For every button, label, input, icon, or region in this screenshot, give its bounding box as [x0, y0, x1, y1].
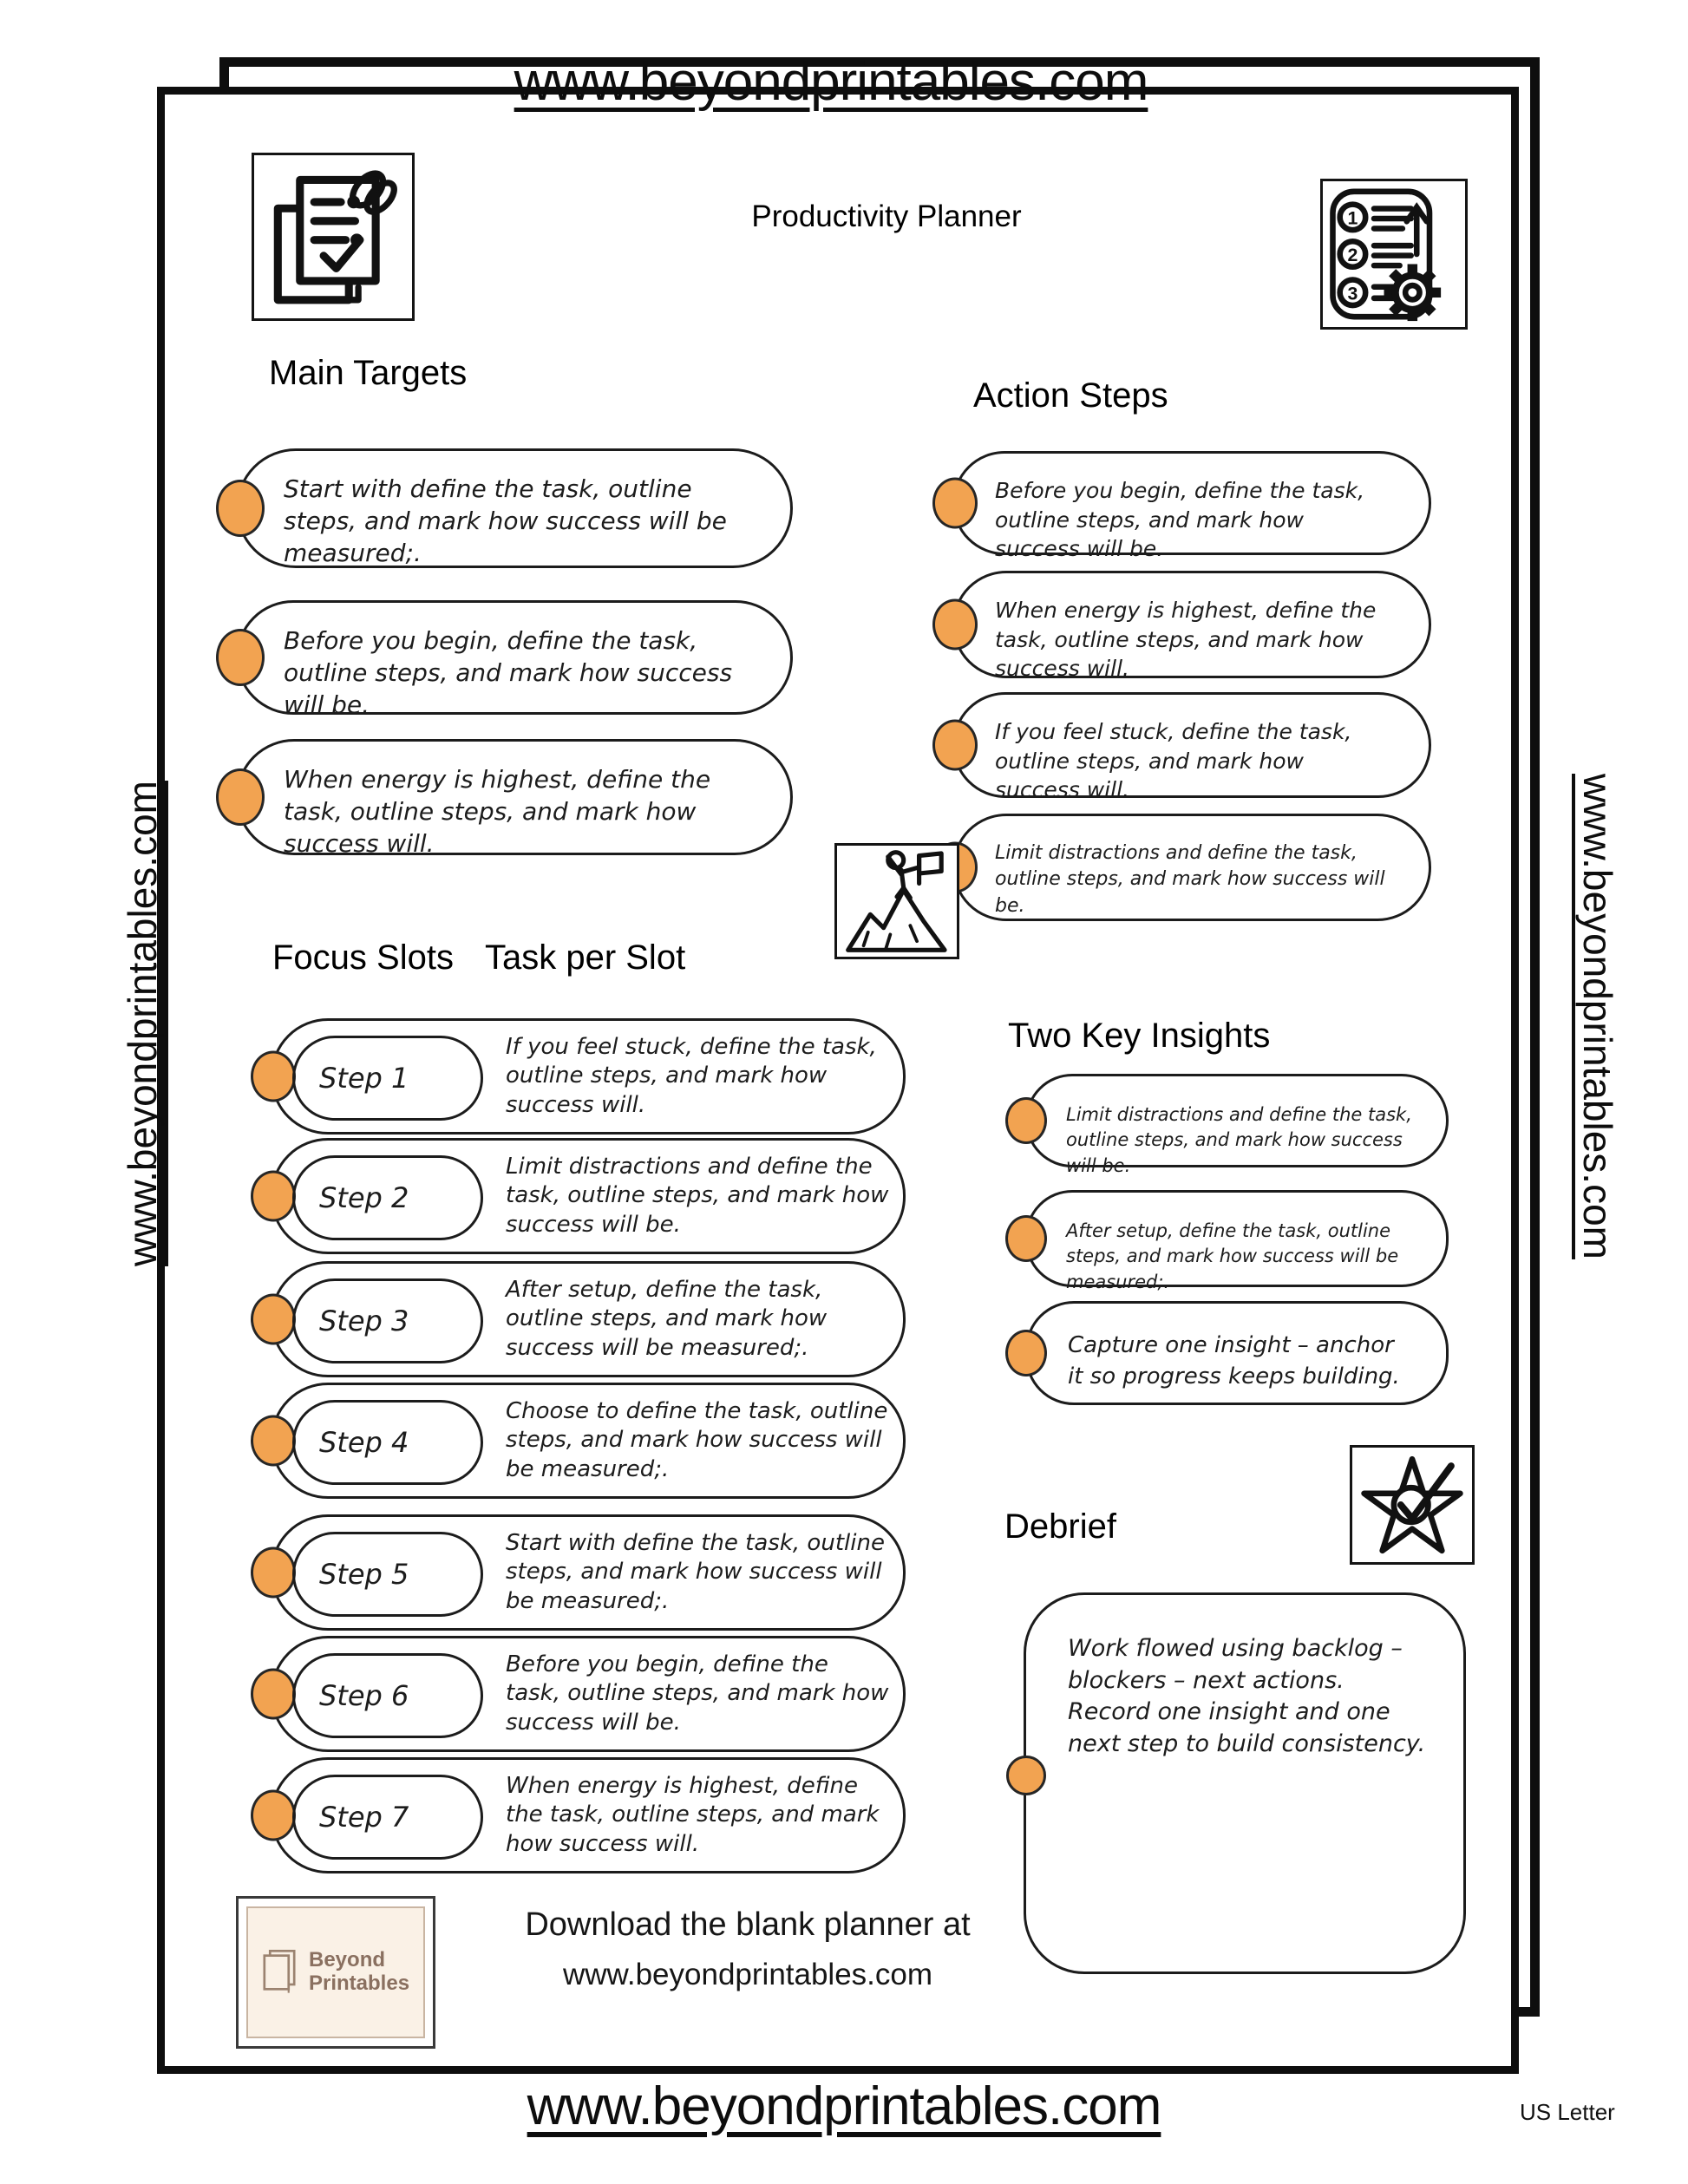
bullet-dot [251, 1171, 296, 1222]
debrief-text: Work flowed using backlog – blockers – next actions. Record one insight and one next step to build consistency. [1068, 1635, 1426, 1758]
action-step-text: If you feel stuck, define the task, outline steps, and mark how success will. [995, 719, 1352, 802]
footer-url: www.beyondprintables.com [527, 2076, 1161, 2136]
focus-slot-row [271, 1138, 906, 1254]
action-step-item [952, 692, 1431, 802]
bullet-dot [251, 1790, 296, 1841]
focus-slot-row [271, 1757, 906, 1873]
header-url: www.beyondprintables.com [514, 52, 1148, 112]
bullet-dot [1006, 1756, 1046, 1795]
bullet-dot [251, 1051, 296, 1102]
action-steps-heading: Action Steps [973, 376, 1168, 415]
task-per-slot-heading: Task per Slot [484, 938, 686, 977]
insight-text: Limit distractions and define the task, outline steps, and mark how success will be. [1066, 1104, 1412, 1176]
step-text: When energy is highest, define the task, outline steps, and mark how success will. [506, 1773, 880, 1857]
action-step-text: Before you begin, define the task, outline steps, and mark how success will be. [995, 478, 1365, 561]
download-note [434, 1906, 1062, 1992]
main-targets-heading: Main Targets [269, 354, 468, 392]
step-text: Start with define the task, outline steps, and mark how success will be measured;. [506, 1530, 885, 1614]
step-label: Step 4 [319, 1426, 409, 1459]
paper-size-label: US Letter [1520, 2099, 1615, 2125]
step-text: After setup, define the task, outline steps, and mark how success will be measured;. [506, 1277, 828, 1361]
step-text: Before you begin, define the task, outline steps, and mark how success will be. [506, 1651, 889, 1736]
mountain-climber-icon [834, 843, 959, 959]
main-target-text: When energy is highest, define the task, outline steps, and mark how success will. [284, 765, 711, 858]
step-text: Choose to define the task, outline steps, and mark how success will be measured;. [506, 1398, 888, 1482]
main-target-item [236, 448, 793, 568]
numbered-list-gear-icon [1320, 179, 1468, 330]
focus-slot-row [271, 1383, 906, 1499]
main-target-text: Before you begin, define the task, outline steps, and mark how success will be. [284, 626, 733, 719]
action-step-item [952, 451, 1431, 561]
step-label: Step 7 [319, 1801, 409, 1834]
logo-text-line2: Printables [309, 1971, 410, 1995]
step-label: Step 1 [319, 1062, 409, 1095]
action-step-text: When energy is highest, define the task, outline steps, and mark how success will. [995, 598, 1377, 681]
svg-text:3: 3 [1347, 283, 1358, 304]
insight-text: After setup, define the task, outline steps, and mark how success will be measured;. [1066, 1220, 1399, 1292]
action-step-item [952, 571, 1431, 681]
main-target-text: Start with define the task, outline steps, and mark how success will be measured;. [284, 474, 727, 567]
insight-item [1025, 1190, 1449, 1292]
bullet-dot [251, 1294, 296, 1345]
download-line2: www.beyondprintables.com [562, 1958, 933, 1991]
brand-logo [236, 1896, 435, 2049]
right-margin-url: www.beyondprintables.com [1575, 774, 1620, 1259]
focus-slot-row [271, 1636, 906, 1752]
insight-item [1025, 1301, 1449, 1405]
step-label-pill [292, 1278, 483, 1363]
star-check-icon [1350, 1445, 1475, 1565]
debrief-heading: Debrief [1004, 1507, 1116, 1546]
step-label: Step 6 [319, 1679, 409, 1712]
step-label: Step 2 [319, 1181, 409, 1214]
insight-item [1025, 1074, 1449, 1176]
main-target-item [236, 600, 793, 719]
step-text: Limit distractions and define the task, outline steps, and mark how success will be. [506, 1154, 889, 1238]
bullet-dot [251, 1669, 296, 1720]
clipboard-pin-icon [252, 153, 415, 321]
main-target-item [236, 739, 793, 858]
insights-heading: Two Key Insights [1008, 1017, 1271, 1055]
step-text: If you feel stuck, define the task, outline steps, and mark how success will. [506, 1034, 877, 1118]
step-label-pill [292, 1532, 483, 1617]
step-label: Step 5 [319, 1558, 409, 1591]
action-step-item [952, 814, 1431, 921]
svg-text:2: 2 [1347, 245, 1358, 266]
bullet-dot [251, 1547, 296, 1599]
debrief-box [1024, 1592, 1466, 1974]
focus-slot-row [271, 1261, 906, 1377]
brand-logo-inner [246, 1906, 425, 2038]
step-label-pill [292, 1400, 483, 1485]
insight-text: Capture one insight – anchor it so progress keeps building. [1068, 1332, 1400, 1390]
focus-slot-row [271, 1018, 906, 1135]
bullet-dot [251, 1416, 296, 1467]
focus-slots-heading: Focus Slots [272, 938, 454, 977]
download-line1: Download the blank planner at [525, 1906, 971, 1943]
logo-document-icon [258, 1947, 300, 1998]
svg-text:1: 1 [1347, 207, 1358, 229]
focus-slot-row [271, 1514, 906, 1631]
page-title: Productivity Planner [751, 199, 1022, 233]
logo-text-line1: Beyond [309, 1948, 386, 1972]
step-label-pill [292, 1155, 483, 1240]
action-step-text: Limit distractions and define the task, outline steps, and mark how success will be. [995, 842, 1385, 917]
step-label-pill [292, 1775, 483, 1860]
left-margin-url: www.beyondprintables.com [120, 781, 165, 1266]
step-label-pill [292, 1036, 483, 1121]
step-label-pill [292, 1653, 483, 1738]
step-label: Step 3 [319, 1305, 409, 1337]
